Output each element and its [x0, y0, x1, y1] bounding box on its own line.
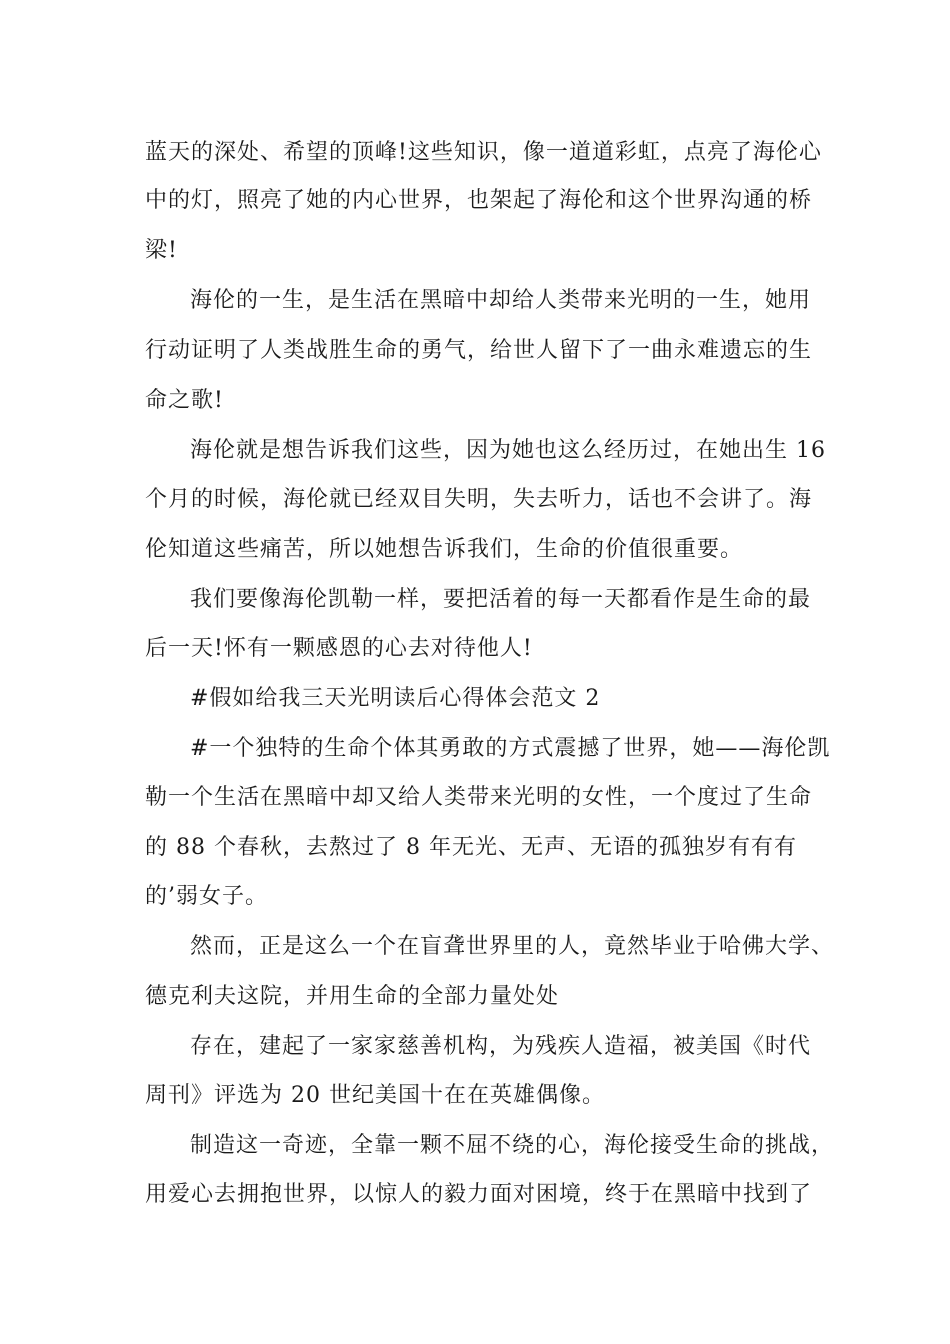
text-line: 后一天!怀有一颗感恩的心去对待他人!: [145, 636, 533, 661]
text-line: 蓝天的深处、希望的顶峰!这些知识，像一道道彩虹，点亮了海伦心: [145, 140, 822, 165]
paragraph-start-line: 我们要像海伦凯勒一样，要把活着的每一天都看作是生命的最: [190, 587, 812, 612]
text-line: 中的灯，照亮了她的内心世界，也架起了海伦和这个世界沟通的桥: [145, 188, 813, 213]
paragraph-start-line: 然而，正是这么一个在盲聋世界里的人，竟然毕业于哈佛大学、: [190, 934, 835, 959]
paragraph-start-line: #一个独特的生命个体其勇敢的方式震撼了世界，她——海伦凯: [190, 736, 831, 761]
text-line: 伦知道这些痛苦，所以她想告诉我们，生命的价值很重要。: [145, 537, 744, 562]
text-line: 德克利夫这院，并用生命的全部力量处处: [145, 984, 560, 1009]
text-line: 个月的时候，海伦就已经双目失明，失去听力，话也不会讲了。海: [145, 487, 813, 512]
paragraph-start-line: 海伦就是想告诉我们这些，因为她也这么经历过，在她出生 16: [190, 438, 826, 463]
paragraph-start-line: 制造这一奇迹，全靠一颗不屈不绕的心，海伦接受生命的挑战，: [190, 1133, 835, 1158]
text-line: 梁!: [145, 238, 178, 263]
paragraph-start-line: 海伦的一生，是生活在黑暗中却给人类带来光明的一生，她用: [190, 288, 812, 313]
text-line: 的’弱女子。: [145, 884, 268, 909]
text-line: 用爱心去拥抱世界，以惊人的毅力面对困境，终于在黑暗中找到了: [145, 1182, 813, 1207]
text-line: 行动证明了人类战胜生命的勇气，给世人留下了一曲永难遗忘的生: [145, 338, 813, 363]
text-line: 命之歌!: [145, 388, 224, 413]
text-line: 勒一个生活在黑暗中却又给人类带来光明的女性，一个度过了生命: [145, 785, 813, 810]
section-heading: #假如给我三天光明读后心得体会范文 2: [190, 686, 601, 711]
text-line: 周刊》评选为 20 世纪美国十在在英雄偶像。: [145, 1083, 605, 1108]
text-line: 的 88 个春秋，去熬过了 8 年无光、无声、无语的孤独岁有有有: [145, 835, 797, 860]
paragraph-start-line: 存在，建起了一家家慈善机构，为残疾人造福，被美国《时代: [190, 1034, 812, 1059]
